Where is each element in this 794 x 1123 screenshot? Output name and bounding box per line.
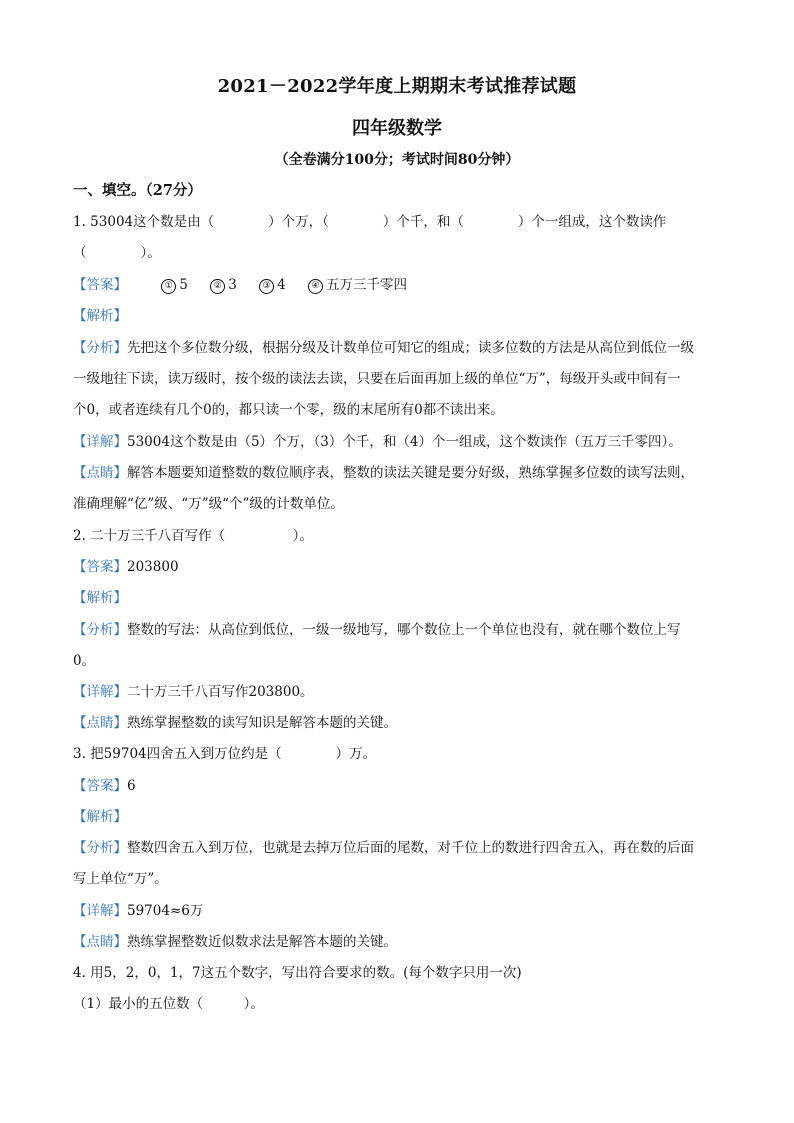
detail-tag: 【详解】: [73, 684, 127, 700]
circled-number: ②: [210, 279, 225, 294]
q1-stem-line1: 1. 53004这个数是由（ ）个万，（ ）个千，和（ ）个一组成，这个数读作: [73, 214, 667, 230]
answer-option: [259, 275, 286, 295]
point-text: 解答本题要知道整数的数位顺序表，整数的读法关键是要分好级，熟练掌握多位数的读写法则，: [127, 465, 694, 481]
q1-analysis-line2: 一级地往下读，读万级时，按个级的读法去读，只要在后面再加上级的单位“万”，每级开头或中间有一: [73, 371, 681, 387]
analysis-tag: 【分析】: [73, 840, 127, 856]
analysis-tag: 【分析】: [73, 622, 127, 638]
answer-value: 4: [277, 277, 286, 293]
q2-analysis-line2: 0。: [73, 653, 96, 669]
q1-point-line1: [73, 463, 733, 483]
jiexi-tag: 【解析】: [73, 590, 127, 606]
point-text: 熟练掌握整数近似数求法是解答本题的关键。: [127, 934, 397, 950]
jiexi-tag: 【解析】: [73, 308, 127, 324]
answer-value: 5: [179, 277, 188, 293]
exam-note: （全卷满分100分；考试时间80分钟）: [274, 152, 520, 168]
answer-value: 五万三千零四: [325, 277, 407, 293]
answer-option: [161, 275, 188, 295]
detail-tag: 【详解】: [73, 434, 127, 450]
q2-stem: 2. 二十万三千八百写作（ ）。: [73, 528, 313, 544]
exam-title: 2021－2022学年度上期期末考试推荐试题: [217, 76, 577, 97]
point-text: 熟练掌握整数的读写知识是解答本题的关键。: [127, 715, 397, 731]
q3-point: [73, 932, 733, 952]
point-tag: 【点睛】: [73, 465, 127, 481]
analysis-tag: 【分析】: [73, 340, 127, 356]
q1-stem-line2: （ ）。: [73, 245, 161, 261]
q1-detail: [73, 432, 733, 452]
answer-value: 3: [228, 277, 237, 293]
detail-text: 53004这个数是由（5）个万，（3）个千，和（4）个一组成，这个数读作（五万三千零四）。: [127, 434, 682, 450]
circled-number: ①: [161, 279, 176, 294]
point-tag: 【点睛】: [73, 934, 127, 950]
answer-tag: 【答案】: [73, 277, 127, 293]
answer-tag: 【答案】: [73, 778, 127, 794]
detail-text: 59704≈6万: [127, 903, 204, 919]
answer-option: [308, 275, 407, 295]
q1-analysis-line1: [73, 338, 733, 358]
section-heading: 一、填空。（27分）: [73, 182, 202, 199]
q1-analysis-line3: 个0，或者连续有几个0的，都只读一个零，级的末尾所有0都不读出来。: [73, 402, 504, 418]
q2-analysis-line1: [73, 620, 733, 640]
point-tag: 【点睛】: [73, 715, 127, 731]
q2-point: [73, 713, 733, 733]
circled-number: ③: [259, 279, 274, 294]
analysis-text: 整数的写法：从高位到低位，一级一级地写，哪个数位上一个单位也没有，就在哪个数位上写: [127, 622, 681, 638]
answer-tag: 【答案】: [73, 559, 127, 575]
exam-subtitle: 四年级数学: [352, 118, 442, 139]
q4-stem: 4. 用5，2，0，1，7这五个数字，写出符合要求的数。(每个数字只用一次): [73, 965, 522, 981]
q3-answer-line: [73, 776, 733, 796]
detail-text: 二十万三千八百写作203800。: [127, 684, 314, 700]
q3-stem: 3. 把59704四舍五入到万位约是（ ）万。: [73, 746, 377, 762]
detail-tag: 【详解】: [73, 903, 127, 919]
q4-sub1: （1）最小的五位数（ ）。: [73, 996, 264, 1012]
answer-option: [210, 275, 237, 295]
q1-point-line2: 准确理解“亿”级、“万”级“个”级的计数单位。: [73, 496, 344, 512]
answer-value: 6: [127, 778, 136, 794]
q2-answer-line: [73, 557, 733, 577]
q3-detail: [73, 901, 733, 921]
answer-value: 203800: [127, 559, 179, 575]
jiexi-tag: 【解析】: [73, 809, 127, 825]
q1-answer-line: [73, 275, 733, 295]
circled-number: ④: [308, 279, 323, 294]
q3-analysis-line2: 写上单位“万”。: [73, 871, 168, 887]
analysis-text: 整数四舍五入到万位，也就是去掉万位后面的尾数，对千位上的数进行四舍五入，再在数的后面: [127, 840, 694, 856]
q2-detail: [73, 682, 733, 702]
q3-analysis-line1: [73, 838, 733, 858]
analysis-text: 先把这个多位数分级，根据分级及计数单位可知它的组成；读多位数的方法是从高位到低位一级: [127, 340, 694, 356]
